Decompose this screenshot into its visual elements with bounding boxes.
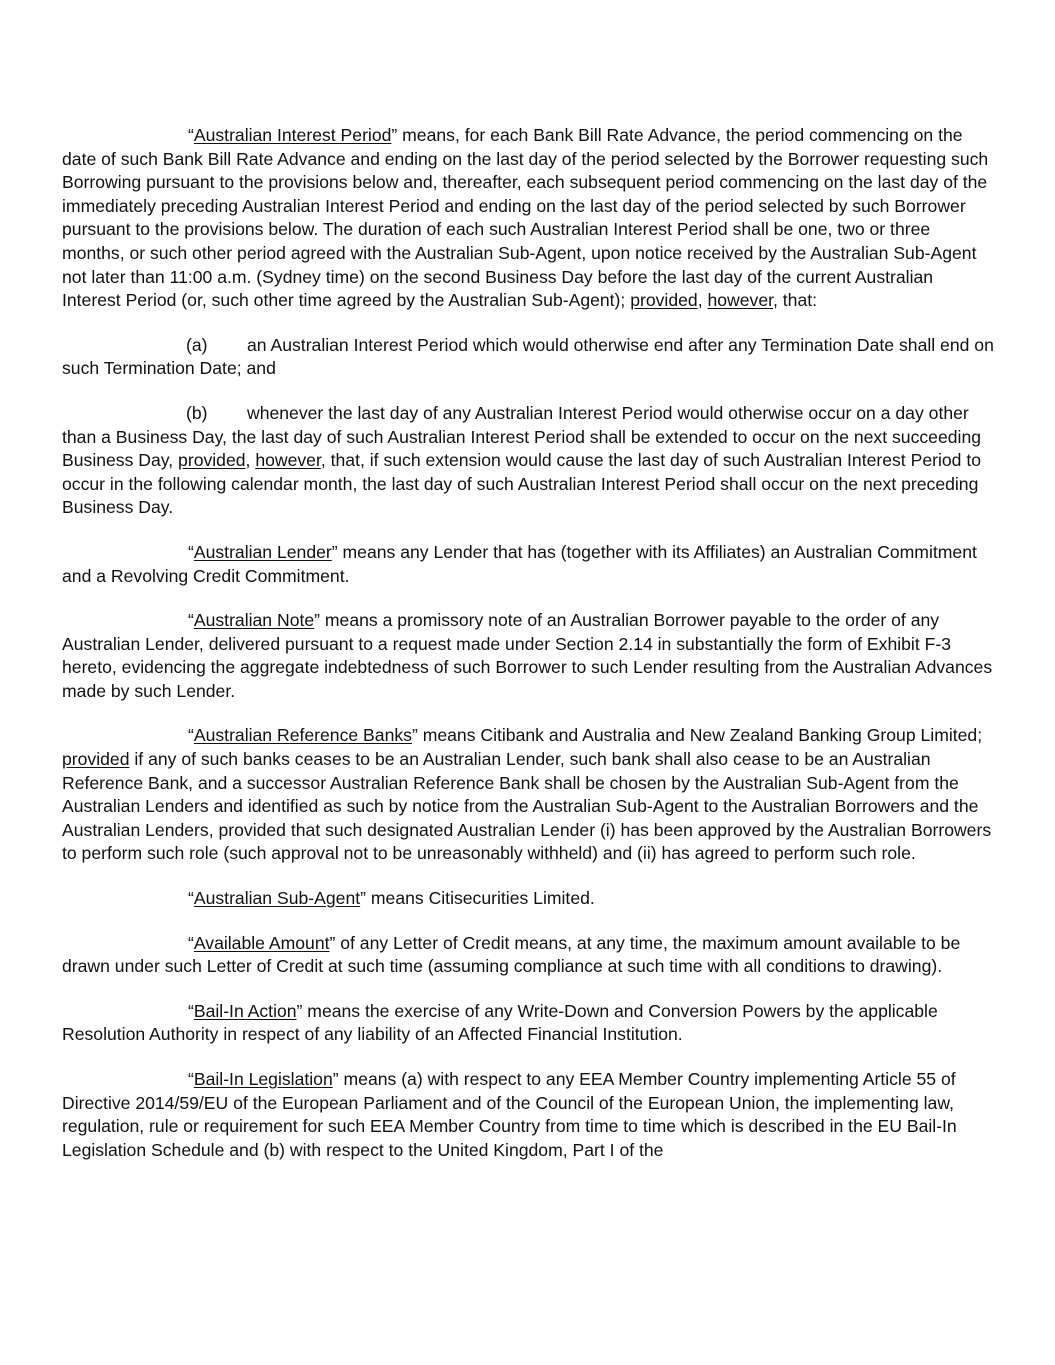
defined-term: Bail-In Legislation bbox=[193, 1069, 333, 1089]
clause-a: (a) an Australian Interest Period which would otherwise end after any Termination Date shall end on such Termination Date; and bbox=[62, 334, 994, 379]
clause-marker: (a) bbox=[186, 334, 208, 355]
clause-b: (b) whenever the last day of any Australian Interest Period would otherwise occur on a day other than a Business Day, the last day of such Australian Interest Period shall be extended to occur on the next succeeding Business Day, provided, however, that, if such extension would cause the last day of such Australian Interest Period to occur in the following calendar month, the last day of such Australian Interest Period shall occur on the next preceding Business Day. bbox=[62, 402, 982, 518]
emphasis-provided: provided bbox=[62, 749, 130, 770]
emphasis-however: however bbox=[707, 290, 774, 311]
definition-australian-note: “Australian Note” means a promissory note of an Australian Borrower payable to the order of any Australian Lender, delivered pursuant to a request made under Section 2.14 in substantially the form of Exhibit F-3 hereto, evidencing the aggregate indebtedness of such Borrower to such Lender resulting from the Australian Advances made by such Lender. bbox=[62, 610, 993, 701]
emphasis-provided: provided bbox=[630, 290, 698, 311]
definition-available-amount: “Available Amount” of any Letter of Credit means, at any time, the maximum amount available to be drawn under such Letter of Credit at such time (assuming compliance at such time with all conditions to drawing). bbox=[62, 932, 961, 977]
emphasis-provided: provided bbox=[178, 450, 246, 471]
definition-bail-in-action: “Bail-In Action” means the exercise of any Write-Down and Conversion Powers by the applicable Resolution Authority in respect of any liability of an Affected Financial Institution. bbox=[62, 1000, 938, 1045]
defined-term: Australian Reference Banks bbox=[193, 725, 412, 746]
document-page bbox=[62, 124, 996, 1183]
definition-australian-interest-period: “Australian Interest Period” means, for each Bank Bill Rate Advance, the period commencing on the date of such Bank Bill Rate Advance and ending on the last day of the period selected by the Borrower requesting such Borrowing pursuant to the provisions below and, thereafter, each subsequent period commencing on the last day of the immediately preceding Australian Interest Period and ending on the last day of the period selected by such Borrower pursuant to the provisions below. The duration of each such Australian Interest Period shall be one, two or three months, or such other period agreed with the Australian Sub-Agent, upon notice received by the Australian Sub-Agent not later than 11:00 a.m. (Sydney time) on the second Business Day before the last day of the current Australian Interest Period (or, such other time agreed by the Australian Sub-Agent); provided, however, that: bbox=[62, 125, 989, 311]
definition-australian-lender: “Australian Lender” means any Lender that has (together with its Affiliates) an Australian Commitment and a Revolving Credit Commitment. bbox=[62, 541, 977, 586]
defined-term: Australian Note bbox=[193, 610, 315, 631]
definition-bail-in-legislation: “Bail-In Legislation” means (a) with respect to any EEA Member Country implementing Article 55 of Directive 2014/59/EU of the European Parliament and of the Council of the European Union, the implementing law, regulation, rule or requirement for such EEA Member Country from time to time which is described in the EU Bail-In Legislation Schedule and (b) with respect to the United Kingdom, Part I of the bbox=[62, 1069, 957, 1160]
defined-term: Australian Sub-Agent bbox=[193, 888, 361, 909]
definition-australian-reference-banks: “Australian Reference Banks” means Citibank and Australia and New Zealand Banking Group Limited; provided if any of such banks ceases to be an Australian Lender, such bank shall also cease to be an Australian Reference Bank, and a successor Australian Reference Bank shall be chosen by the Australian Sub-Agent from the Australian Lenders and identified as such by notice from the Australian Sub-Agent to the Australian Borrowers and the Australian Lenders, provided that such designated Australian Lender (i) has been approved by the Australian Borrowers to perform such role (such approval not to be unreasonably withheld) and (ii) has agreed to perform such role. bbox=[62, 725, 992, 864]
defined-term: Australian Interest Period bbox=[193, 125, 392, 145]
defined-term: Available Amount bbox=[193, 932, 330, 953]
emphasis-however: however bbox=[255, 450, 321, 471]
defined-term: Australian Lender bbox=[193, 541, 332, 562]
defined-term: Bail-In Action bbox=[193, 1000, 297, 1021]
definition-australian-sub-agent: “Australian Sub-Agent” means Citisecurities Limited. bbox=[188, 888, 595, 909]
clause-marker: (b) bbox=[186, 402, 208, 423]
